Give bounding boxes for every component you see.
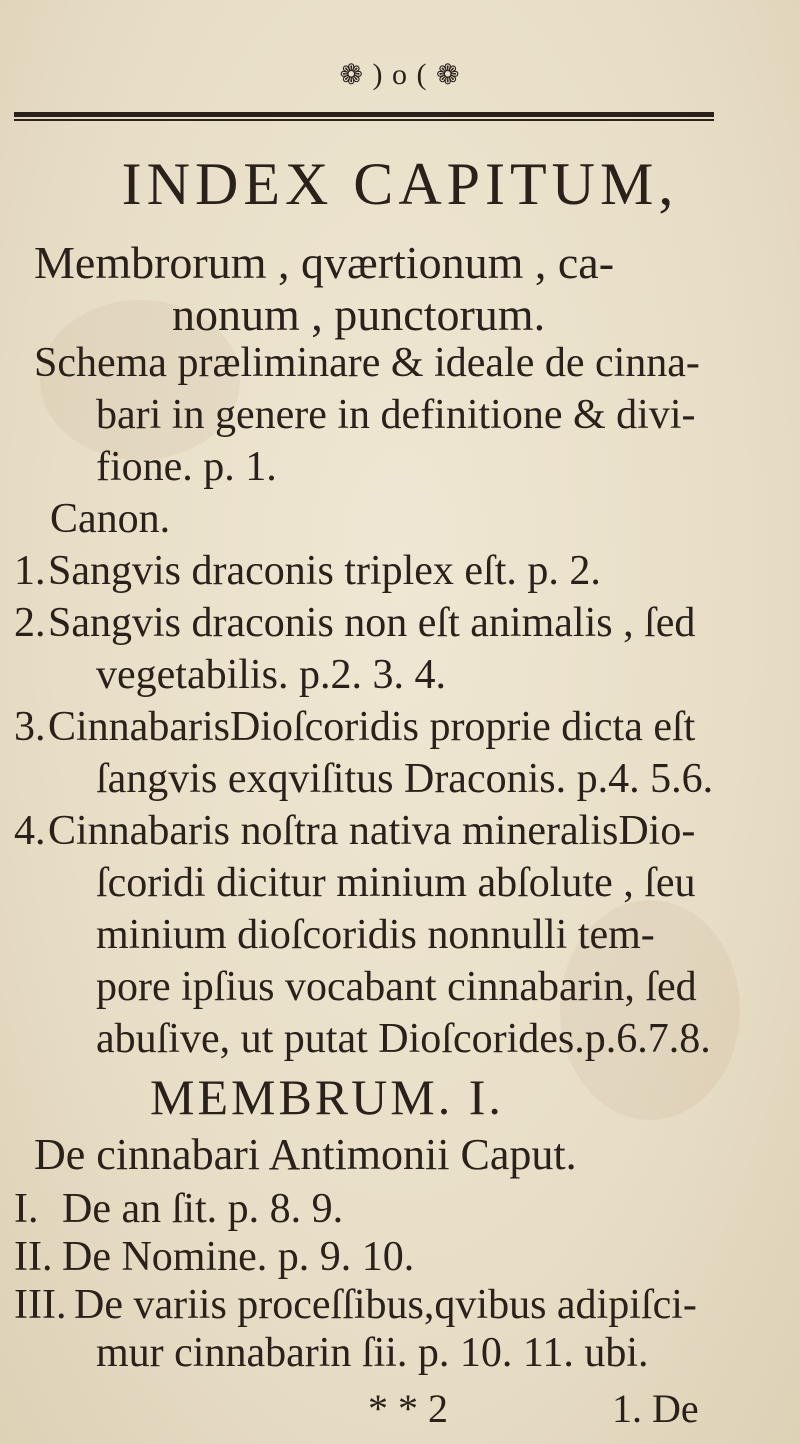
schema-line: bari in genere in definitione & divi- (96, 392, 696, 438)
schema-line: Schema præliminare & ideale de cinna- (34, 340, 700, 386)
schema-line: fione. p. 1. (96, 444, 277, 490)
entry-continuation: mur cinnabarin ſii. p. 10. 11. ubi. (96, 1330, 649, 1376)
entry-continuation: ſcoridi dicitur minium abſolute , ſeu (96, 860, 696, 906)
canon-entry (14, 546, 601, 596)
header-ornament (0, 58, 800, 92)
entry-number: 2. (14, 600, 46, 646)
page-title: INDEX CAPITUM, (121, 151, 679, 217)
caput-heading: De cinnabari Antimonii Caput. (34, 1130, 577, 1179)
entry-continuation: minium dioſcoridis nonnulli tem- (96, 912, 655, 958)
entry-text: Sangvis draconis triplex eſt. p. 2. (48, 548, 601, 594)
signature-mark: * * 2 (368, 1386, 448, 1431)
header-rule (14, 112, 714, 117)
entry-number: 3. (14, 704, 46, 750)
ornament-text: ) o ( (372, 58, 428, 91)
entry-number: 4. (14, 808, 46, 854)
entry-number: II. (14, 1234, 53, 1280)
entry-number: 1. (14, 548, 46, 594)
canon-heading: Canon. (50, 496, 171, 542)
flower-ornament-icon: ❁ (339, 60, 364, 91)
catchword: 1. De (612, 1386, 699, 1431)
canon-entry (14, 598, 695, 648)
entry-number: III. (14, 1282, 67, 1328)
entry-continuation: pore ipſius vocabant cinnabarin, ſed (96, 964, 697, 1010)
entry-text: Sangvis draconis non eſt animalis , ſed (48, 600, 696, 646)
entry-text: De variis proceſſibus,qvibus adipiſci- (74, 1282, 697, 1328)
entry-continuation: ſangvis exqviſitus Draconis. p.4. 5.6. (96, 756, 714, 802)
canon-entry (14, 806, 695, 856)
chapter-entry (14, 1232, 414, 1282)
chapter-entry (14, 1280, 697, 1330)
entry-text: Cinnabaris noſtra nativa mineralisDio- (48, 808, 696, 854)
entry-continuation: abuſive, ut putat Dioſcorides.p.6.7.8. (96, 1016, 711, 1062)
entry-number: I. (14, 1186, 39, 1232)
membrum-heading: MEMBRUM. I. (150, 1069, 504, 1125)
subtitle-line: Membrorum , qværtionum , ca- (34, 237, 615, 288)
chapter-entry (14, 1184, 343, 1234)
entry-text: De Nomine. p. 9. 10. (62, 1234, 415, 1280)
flower-ornament-icon: ❁ (435, 60, 461, 91)
entry-continuation: vegetabilis. p.2. 3. 4. (96, 652, 446, 698)
entry-text: De an ſit. p. 8. 9. (62, 1186, 344, 1232)
header-rule-thin (14, 119, 714, 121)
subtitle-line: nonum , punctorum. (172, 289, 546, 340)
canon-entry (14, 702, 695, 752)
entry-text: CinnabarisDioſcoridis proprie dicta eſt (48, 704, 696, 750)
